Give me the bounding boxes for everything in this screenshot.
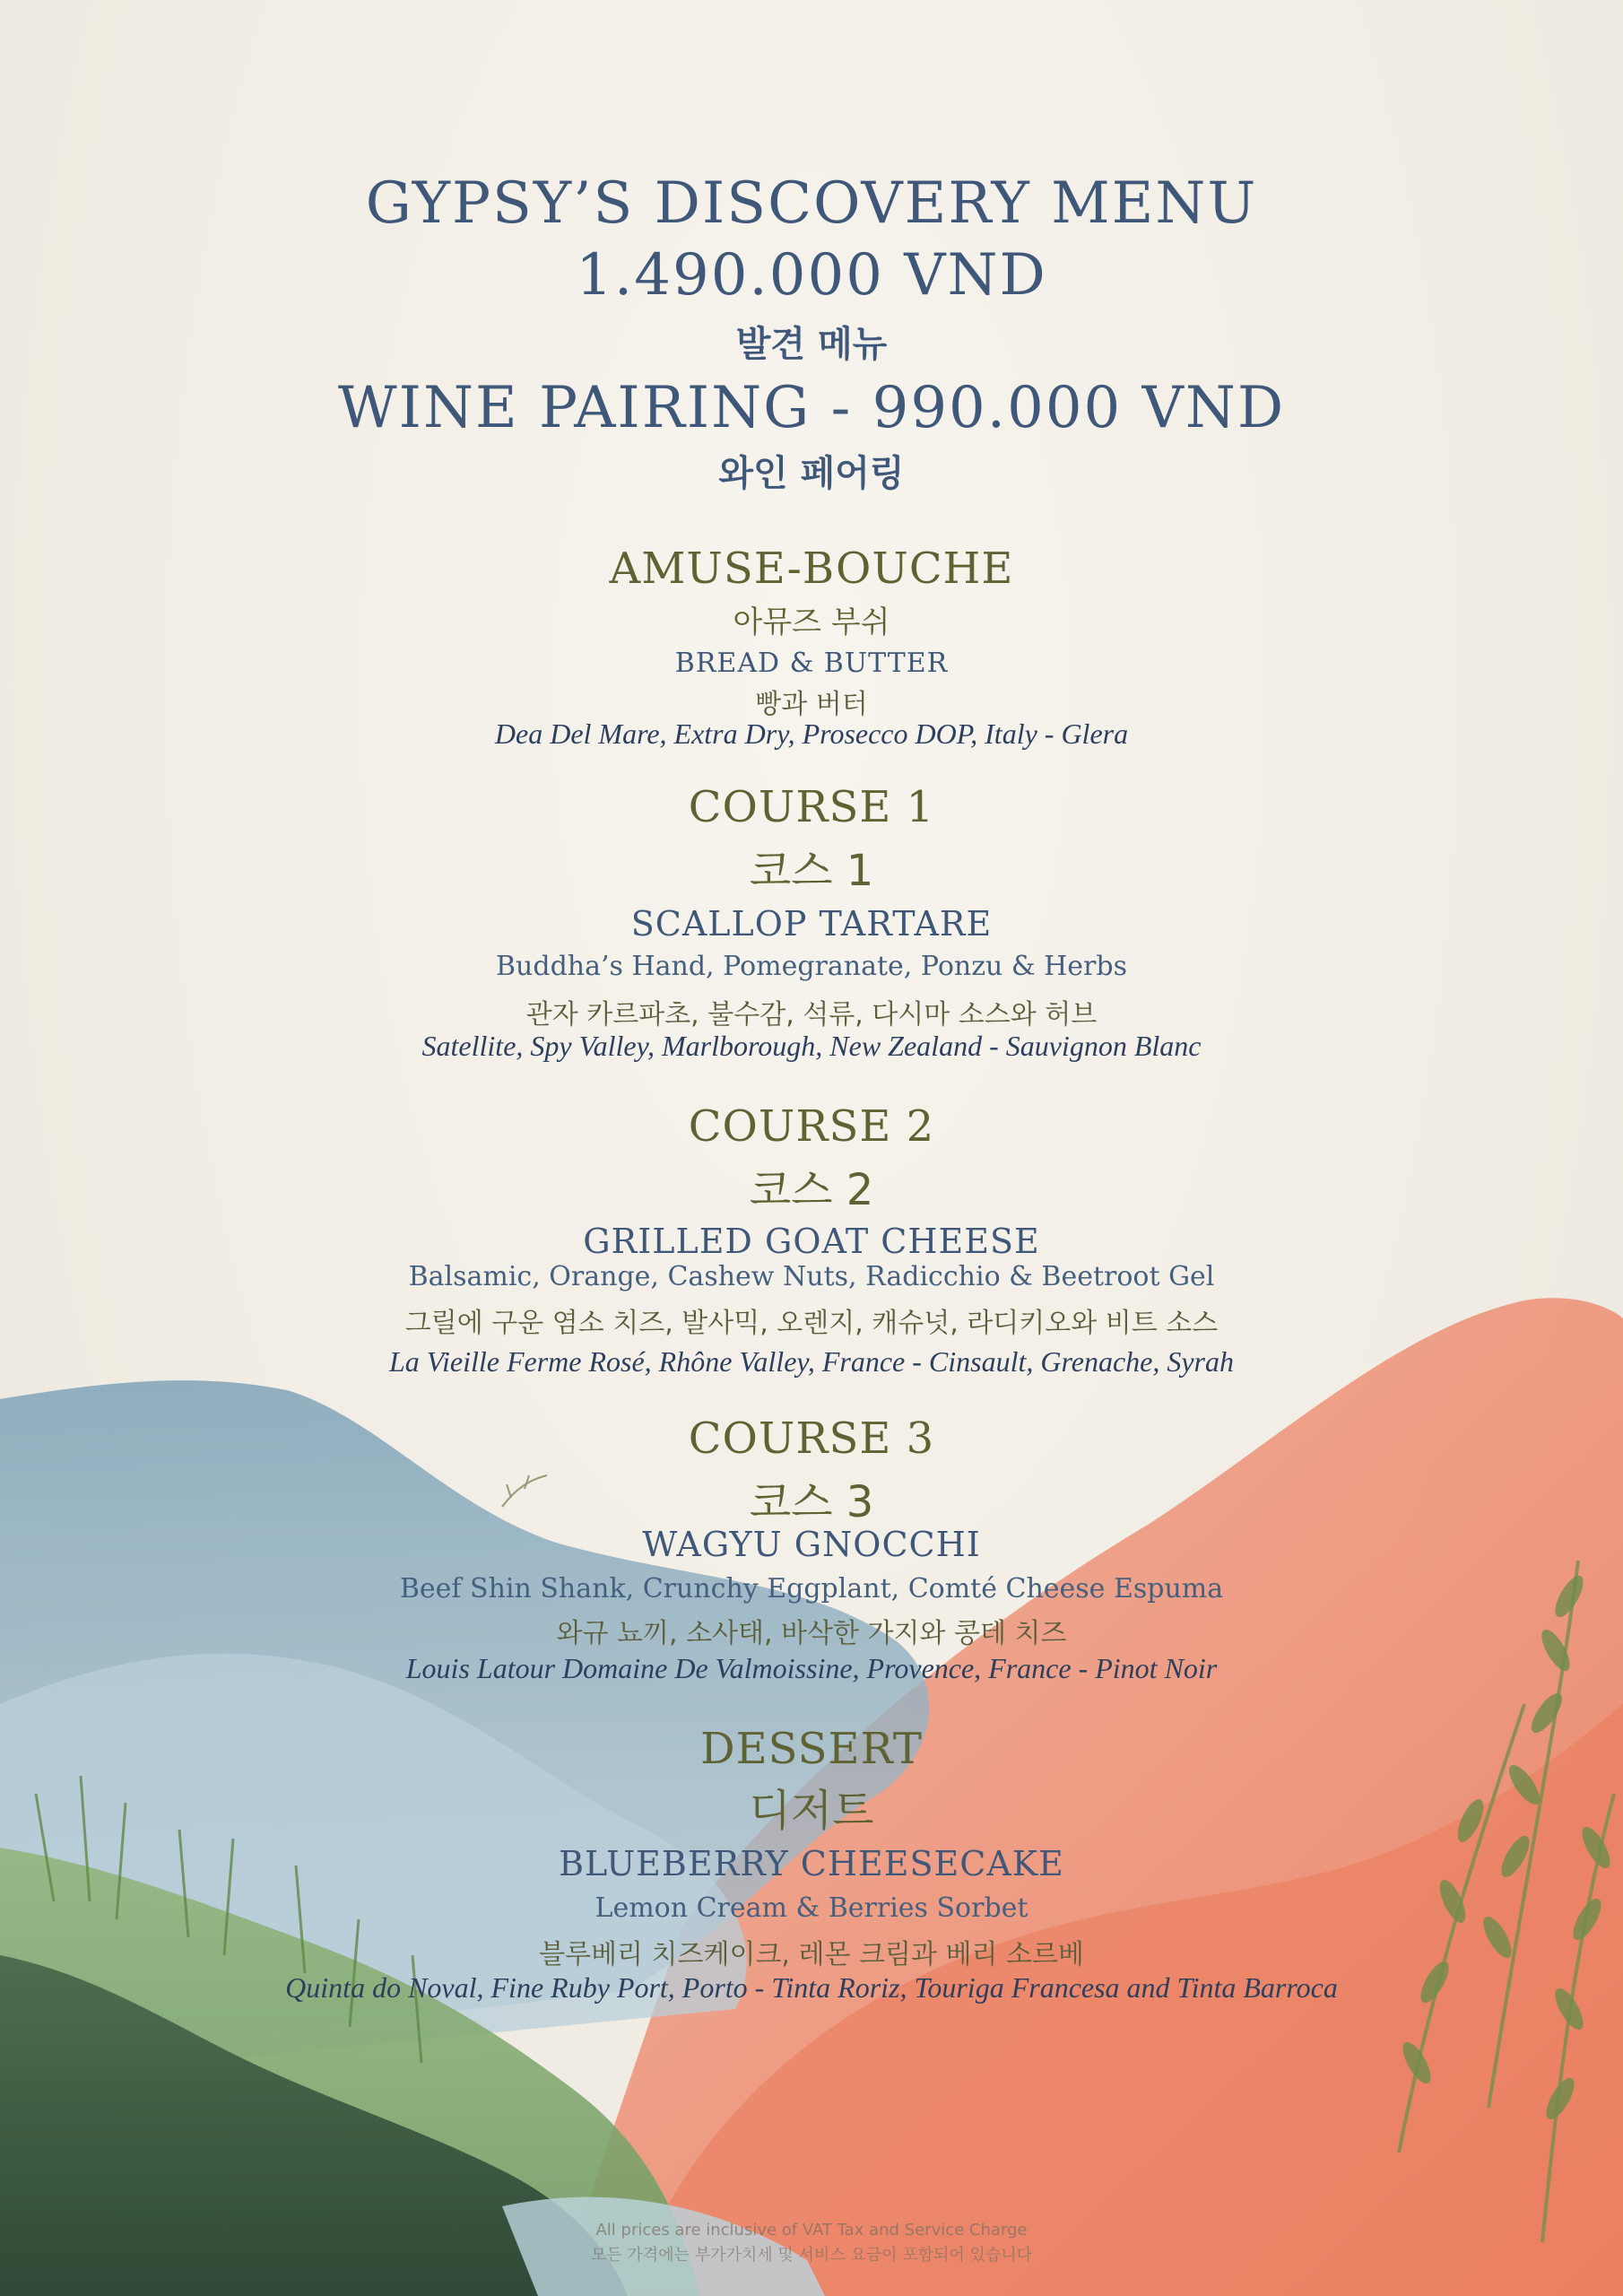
course2-dish: GRILLED GOAT CHEESE — [583, 1222, 1040, 1261]
dessert-wine: Quinta do Noval, Fine Ruby Port, Porto - Tinta Roriz, Touriga Francesa and Tinta Barroca — [285, 1971, 1338, 2004]
course2-description: Balsamic, Orange, Cashew Nuts, Radicchio & Beetroot Gel — [408, 1261, 1215, 1292]
course1-description: Buddha’s Hand, Pomegranate, Ponzu & Herbs — [496, 951, 1127, 982]
wine-pairing-ko: 와인 페어링 — [718, 453, 905, 494]
amuse-heading: AMUSE-BOUCHE — [609, 544, 1014, 594]
course3-wine: Louis Latour Domaine De Valmoissine, Provence, France - Pinot Noir — [405, 1652, 1218, 1684]
dessert-description-ko: 블루베리 치즈케이크, 레몬 크림과 베리 소르베 — [539, 1939, 1084, 1970]
course2-heading-ko: 코스 2 — [749, 1165, 874, 1215]
course1-heading: COURSE 1 — [688, 782, 935, 832]
amuse-dish: BREAD & BUTTER — [674, 648, 949, 679]
menu-title-ko: 발견 메뉴 — [735, 324, 888, 365]
amuse-heading-ko: 아뮤즈 부쉬 — [733, 604, 890, 640]
course2-wine: La Vieille Ferme Rosé, Rhône Valley, France - Cinsault, Grenache, Syrah — [389, 1345, 1234, 1378]
dessert-dish: BLUEBERRY CHEESECAKE — [559, 1844, 1064, 1883]
menu-title: GYPSY’S DISCOVERY MENU — [365, 170, 1258, 237]
dessert-description: Lemon Cream & Berries Sorbet — [595, 1892, 1028, 1924]
footer-note: All prices are inclusive of VAT Tax and Service Charge — [595, 2221, 1028, 2239]
course1-wine: Satellite, Spy Valley, Marlborough, New Zealand - Sauvignon Blanc — [421, 1030, 1202, 1062]
wine-pairing-price: WINE PAIRING - 990.000 VND — [337, 375, 1286, 441]
footer-note-ko: 모든 가격에는 부가가치세 및 서비스 요금이 포함되어 있습니다 — [590, 2246, 1033, 2265]
course2-description-ko: 그릴에 구운 염소 치즈, 발사믹, 오렌지, 캐슈넛, 라디키오와 비트 소스 — [404, 1308, 1219, 1339]
dessert-heading: DESSERT — [700, 1724, 923, 1774]
course3-dish: WAGYU GNOCCHI — [642, 1525, 981, 1564]
course3-description-ko: 와규 뇨끼, 소사태, 바삭한 가지와 콩테 치즈 — [556, 1618, 1067, 1649]
amuse-wine: Dea Del Mare, Extra Dry, Prosecco DOP, Italy - Glera — [494, 718, 1129, 750]
course1-description-ko: 관자 카르파초, 불수감, 석류, 다시마 소스와 허브 — [525, 999, 1098, 1031]
course1-heading-ko: 코스 1 — [749, 846, 874, 896]
course1-dish: SCALLOP TARTARE — [630, 904, 993, 944]
menu-price: 1.490.000 VND — [576, 242, 1047, 309]
dessert-heading-ko: 디저트 — [749, 1786, 874, 1836]
course2-heading: COURSE 2 — [688, 1101, 935, 1152]
course3-heading: COURSE 3 — [688, 1413, 935, 1464]
course3-heading-ko: 코스 3 — [749, 1477, 874, 1527]
course3-description: Beef Shin Shank, Crunchy Eggplant, Comté Cheese Espuma — [399, 1573, 1224, 1605]
amuse-dish-ko: 빵과 버터 — [755, 689, 868, 720]
